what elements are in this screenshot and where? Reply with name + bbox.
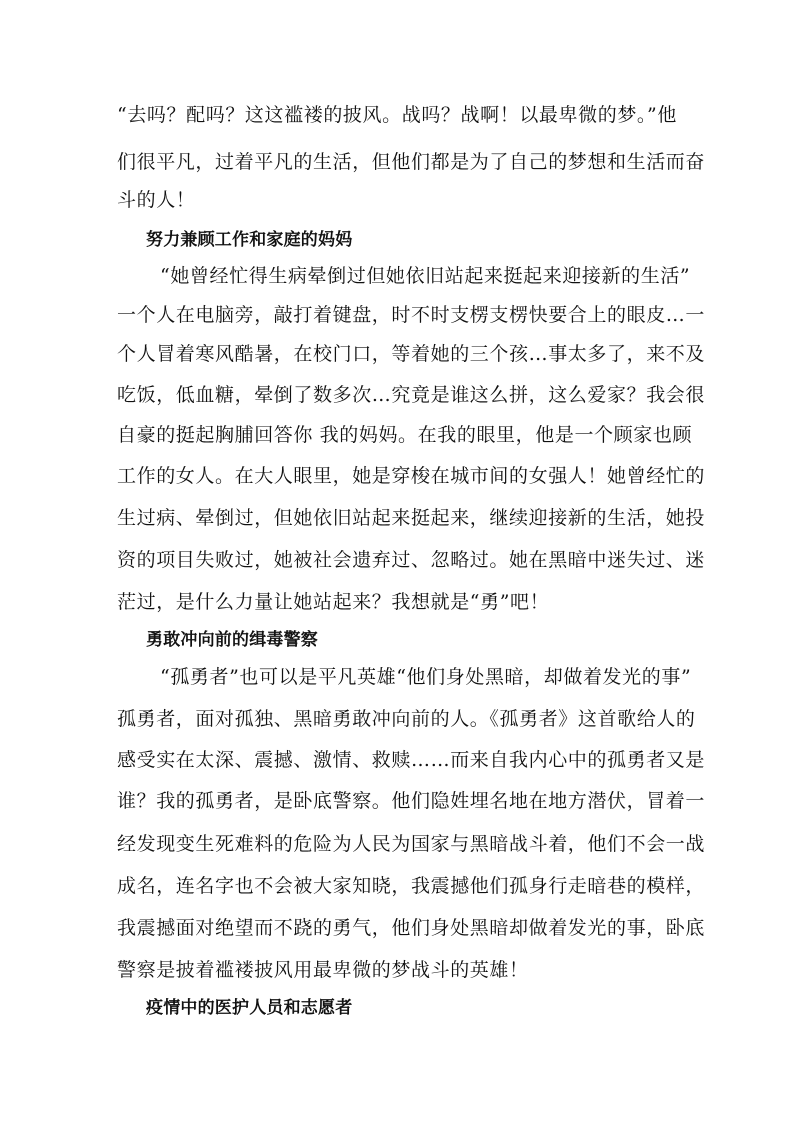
paragraph-line: 谁？我的孤勇者，是卧底警察。他们隐姓埋名地在地方潜伏，冒着一 — [117, 790, 706, 812]
paragraph-line: 吃饭，低血糖，晕倒了数多次…究竟是谁这么拼，这么爱家？我会很 — [117, 384, 706, 406]
paragraph-line: 警察是披着褴褛披风用最卑微的梦战斗的英雄！ — [117, 959, 529, 981]
paragraph-line: “孤勇者”也可以是平凡英雄“他们身处黑暗，却做着发光的事” — [160, 666, 692, 688]
paragraph-line: 一个人在电脑旁，敲打着键盘，时不时支楞支楞快要合上的眼皮…一 — [117, 304, 706, 326]
intro-line-3: 斗的人！ — [117, 189, 196, 211]
intro-line-1: “去吗？配吗？这这褴褛的披风。战吗？战啊！以最卑微的梦。”他 — [117, 104, 677, 126]
paragraph-line: 成名，连名字也不会被大家知晓，我震撼他们孤身行走暗巷的模样， — [117, 875, 706, 897]
paragraph-line: “她曾经忙得生病晕倒过但她依旧站起来挺起来迎接新的生活” — [160, 265, 691, 287]
paragraph-line: 生过病、晕倒过，但她依旧站起来挺起来，继续迎接新的生活，她投 — [117, 507, 706, 529]
intro-line-2: 们很平凡，过着平凡的生活，但他们都是为了自己的梦想和生活而奋 — [117, 151, 706, 173]
paragraph-line: 茫过，是什么力量让她站起来？我想就是“勇”吧！ — [117, 591, 550, 613]
paragraph-line: 个人冒着寒风酷暑，在校门口，等着她的三个孩…事太多了，来不及 — [117, 343, 706, 365]
paragraph-line: 感受实在太深、震撼、激情、救赎……而来自我内心中的孤勇者又是 — [117, 749, 706, 771]
section-heading-medical: 疫情中的医护人员和志愿者 — [146, 998, 353, 1018]
paragraph-line: 工作的女人。在大人眼里，她是穿梭在城市间的女强人！她曾经忙的 — [117, 465, 706, 487]
section-heading-mother: 努力兼顾工作和家庭的妈妈 — [146, 230, 353, 250]
paragraph-line: 资的项目失败过，她被社会遗弃过、忽略过。她在黑暗中迷失过、迷 — [117, 549, 706, 571]
paragraph-line: 孤勇者，面对孤独、黑暗勇敢冲向前的人。《孤勇者》这首歌给人的 — [117, 708, 696, 730]
paragraph-line: 我震撼面对绝望而不跷的勇气，他们身处黑暗却做着发光的事，卧底 — [117, 917, 706, 939]
section-heading-police: 勇敢冲向前的缉毒警察 — [146, 630, 318, 650]
paragraph-line: 经发现变生死难料的危险为人民为国家与黑暗战斗着，他们不会一战 — [117, 833, 706, 855]
paragraph-line: 自豪的挺起胸脯回答你 我的妈妈。在我的眼里，他是一个顾家也顾 — [117, 424, 693, 446]
